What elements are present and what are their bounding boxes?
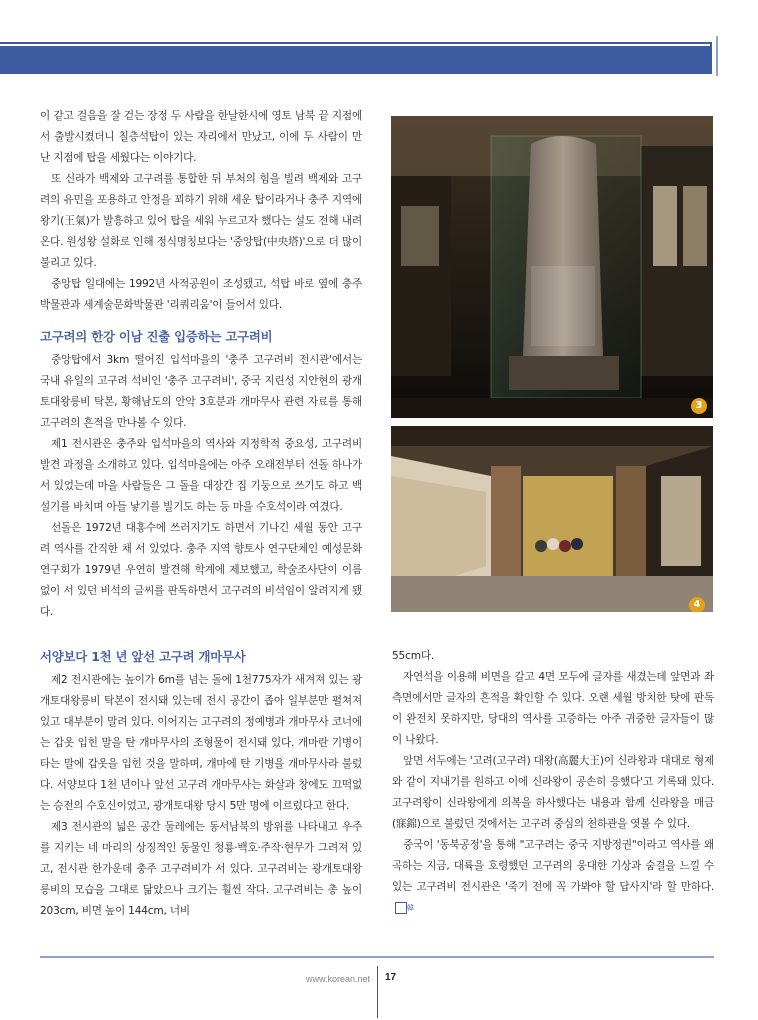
paragraph [392, 835, 714, 919]
paragraph: 앞면 서두에는 '고려(고구려) 대왕(高麗大王)이 신라왕과 대대로 형제와 같이 지내기를 원하고 이에 신라왕이 공손히 응했다'고 기록돼 있다. 고구려왕이 신라왕에게 의복을 하사했다는 내용과 함께 신라왕을 매금(寐錦)으로 불렀던 것에서는 고구려 중심의 천하관을 엿볼 수 있다. [392, 755, 714, 830]
paragraph-text: 중국이 '동북공정'을 통해 "고구려는 중국 지방정권"이라고 역사를 왜곡하는 지금, 대륙을 호령했던 고구려의 웅대한 기상과 숨결을 느낄 수 있는 고구려비 전시관은 '죽기 전에 꼭 가봐야 할 답사지'라 할 만하다. [392, 839, 714, 893]
paragraph: 제2 전시관에는 높이가 6m를 넘는 돌에 1천775자가 새겨져 있는 광개토대왕릉비 탁본이 전시돼 있는데 전시 공간이 좁아 일부분만 펼쳐져 있고 대부분이 말려 있다. 이어지는 고구려의 정예병과 개마무사 코너에는 갑옷 입힌 말을 탄 개마무사의 조형물이 전시돼 있다. 개마란 기병이 타는 말에 갑옷을 입힌 것을 말하며, 개마에 탄 기병을 개마무사라 불렀다. 서양보다 1천 년이나 앞선 고구려 개마무사는 화살과 창에도 끄떡없는 승전의 수호신이었고, 광개토대왕 당시 5만 명에 이르렀다고 한다. [40, 674, 362, 812]
photo-goguryeo-stele [391, 116, 713, 418]
article-column-left-lower [40, 646, 362, 922]
footer-url: www.korean.net [305, 974, 370, 984]
header-edge-line-outer [716, 36, 718, 76]
page-number: 17 [385, 972, 397, 983]
paragraph: 또 신라가 백제와 고구려를 통합한 뒤 부처의 힘을 빌려 백제와 고구려의 유민을 포용하고 안정을 꾀하기 위해 세운 탑이라거나 충주 지역에 왕기(王氣)가 발흥하고 있어 탑을 세워 누르고자 했다는 설도 전해 내려온다. 원성왕 설화로 인해 정식명칭보다는 '중앙탑(中央塔)'으로 더 많이 불리고 있다. [40, 173, 362, 269]
photo-number-badge: 4 [689, 597, 705, 612]
hall-illustration [391, 426, 713, 612]
paragraph: 55cm다. [392, 650, 435, 662]
photo-exhibition-hall [391, 426, 713, 612]
photo-number-badge: 3 [691, 398, 707, 414]
header-band [0, 46, 710, 74]
stele-illustration [391, 116, 713, 418]
article-column-right-lower [392, 646, 714, 919]
paragraph: 중앙탑 일대에는 1992년 사적공원이 조성됐고, 석탑 바로 옆에 충주박물관과 세계술문화박물관 '리쿼리움'이 들어서 있다. [40, 278, 362, 311]
header-rule [0, 42, 712, 44]
footer-divider [377, 966, 378, 1018]
paragraph: 선돌은 1972년 대홍수에 쓰러지기도 하면서 기나긴 세월 동안 고구려 역사를 간직한 채 서 있었다. 충주 지역 향토사 연구단체인 예성문화연구회가 1979년 우연히 발견해 학계에 제보했고, 학술조사단이 이름 없이 서 있던 비석의 글씨를 판독하면서 고구려의 비석임이 알려지게 됐다. [40, 522, 362, 618]
paragraph: 제3 전시관의 넓은 공간 둘레에는 동서남북의 방위를 나타내고 우주를 지키는 네 마리의 상징적인 동물인 청룡·백호·주작·현무가 그려져 있고, 전시관 한가운데 충주 고구려비가 서 있다. 고구려비는 광개토대왕릉비의 모습을 그대로 닮았으나 크기는 훨씬 작다. 고구려비는 총 높이 203cm, 비면 높이 144cm, 너비 [40, 821, 362, 917]
footer-rule [40, 956, 714, 958]
section-heading: 서양보다 1천 년 앞선 고구려 개마무사 [40, 649, 246, 664]
paragraph: 중앙탑에서 3km 떨어진 입석마을의 '충주 고구려비 전시관'에서는 국내 유일의 고구려 석비인 '충주 고구려비', 중국 지린성 지안현의 광개토대왕릉비 탁본, 황해남도의 안악 3호분과 개마무사 관련 자료를 통해 고구려의 흔적을 만나볼 수 있다. [40, 354, 362, 429]
end-mark-icon: 韓 [395, 902, 407, 914]
paragraph: 이 같고 걸음을 잘 걷는 장정 두 사람을 한날한시에 영토 남북 끝 지점에서 출발시켰더니 칠층석탑이 있는 자리에서 만났고, 이에 두 사람이 만난 지점에 탑을 세웠다는 이야기다. [40, 110, 362, 164]
header-edge-line [710, 42, 712, 74]
paragraph: 제1 전시관은 충주와 입석마을의 역사와 지정학적 중요성, 고구려비 발견 과정을 소개하고 있다. 입석마을에는 아주 오래전부터 선돌 하나가 서 있었는데 마을 사람들은 그 돌을 대장간 집 기둥으로 쓰기도 하고 백설기를 바치며 아들 낳기를 빌기도 하는 등 마을 수호석이라 여겼다. [40, 438, 362, 513]
section-heading: 고구려의 한강 이남 진출 입증하는 고구려비 [40, 329, 273, 344]
article-column-left [40, 106, 362, 623]
paragraph: 자연석을 이용해 비면을 갈고 4면 모두에 글자를 새겼는데 앞면과 좌측면에서만 글자의 흔적을 확인할 수 있다. 오랜 세월 방치한 탓에 판독이 완전치 못하지만, 당대의 역사를 고증하는 아주 귀중한 글자들이 많이 나왔다. [392, 671, 714, 746]
